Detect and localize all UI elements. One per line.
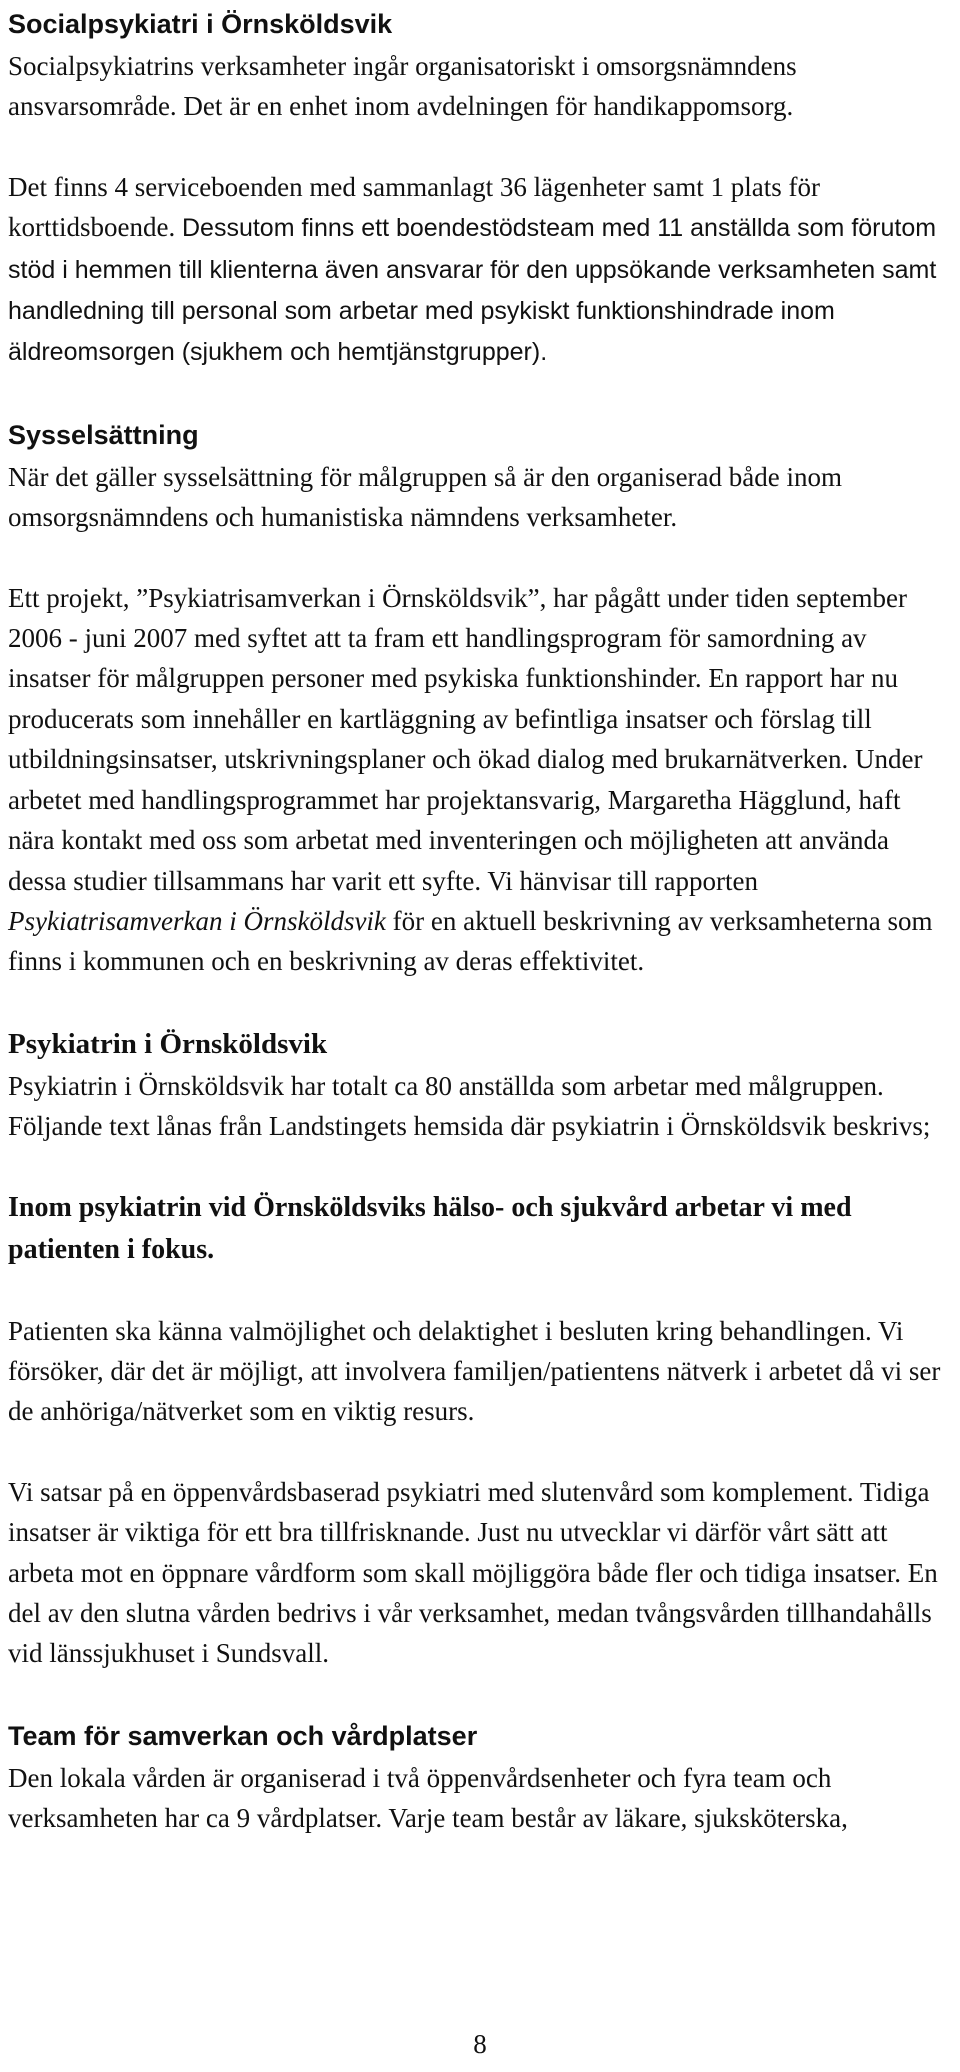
paragraph-sysselsattning-1: När det gäller sysselsättning för målgruppen så är den organiserad både inom omsorgsnämndens och humanistiska nämndens verksamheter. [8,461,842,533]
paragraph-gap [8,1674,952,1714]
paragraph-gap [8,982,952,1022]
paragraph-sysselsattning-2-before: Ett projekt, ”Psykiatrisamverkan i Örnsköldsvik”, har pågått under tiden september 2006 - juni 2007 med syftet att ta fram ett handlingsprogram för samordning av insatser för målgruppen personer med psykiska funktionshinder. En rapport har nu producerats som innehåller en kartläggning av befintliga insatser och förslag till utbildningsinsatser, utskrivningsplaner och ökad dialog med brukarnätverken. Under arbetet med handlingsprogrammet har projektansvarig, Margaretha Hägglund, haft nära kontakt med oss som arbetat med inventeringen och möjligheten att använda dessa studier tillsammans har varit ett syfte. Vi hänvisar till rapporten [8,582,923,896]
paragraph-psykiatrin-bold: Inom psykiatrin vid Örnsköldsviks hälso- och sjukvård arbetar vi med patienten i fokus. [8,1191,852,1265]
paragraph-psykiatrin-2: Patienten ska känna valmöjlighet och delaktighet i besluten kring behandlingen. Vi försöker, där det är möjligt, att involvera familjen/patientens nätverk i arbetet då vi ser de anhöriga/nätverket som en viktig resurs. [8,1315,941,1427]
paragraph-gap [8,127,952,167]
heading-psykiatrin: Psykiatrin i Örnsköldsvik [8,1027,328,1060]
page-number: 8 [473,2029,487,2059]
document-content [8,2,952,1839]
paragraph-psykiatrin-3: Vi satsar på en öppenvårdsbaserad psykiatri med slutenvård som komplement. Tidiga insatser är viktiga för ett bra tillfrisknande. Just nu utvecklar vi därför vårt sätt att arbeta mot en öppnare vårdform som skall möjliggöra både fler och tidiga insatser. En del av den slutna vården bedrivs i vår verksamhet, medan tvångsvården tillhandahålls vid länssjukhuset i Sundsvall. [8,1476,938,1669]
paragraph-gap [8,1271,952,1311]
paragraph-socialpsykiatri-1: Socialpsykiatrins verksamheter ingår organisatoriskt i omsorgsnämndens ansvarsområde. Det är en enhet inom avdelningen för handikappomsorg. [8,51,797,122]
paragraph-socialpsykiatri-2-part1: Det finns 4 serviceboenden med sammanlagt 36 lägenheter samt 1 plats för korttidsboende. [8,171,821,243]
paragraph-socialpsykiatri-2 [8,167,952,373]
heading-socialpsykiatri: Socialpsykiatri i Örnsköldsvik [8,9,393,39]
paragraph-gap [8,1432,952,1472]
paragraph-gap [8,1147,952,1187]
paragraph-sysselsattning-2 [8,578,952,982]
paragraph-sysselsattning-2-after: för en aktuell beskrivning av verksamheterna som finns i kommunen och en beskrivning av deras effektivitet. [8,905,933,977]
report-title-italic: Psykiatrisamverkan i Örnsköldsvik [8,905,386,936]
paragraph-gap [8,538,952,578]
paragraph-socialpsykiatri-2-part2: Dessutom finns ett boendestödsteam med 11 anställda som förutom stöd i hemmen till klienterna även ansvarar för den uppsökande verksamheten samt handledning till personal som arbetar med psykiskt funktionshindrade inom äldreomsorgen (sjukhem och hemtjänstgrupper). [8,214,937,367]
heading-sysselsattning: Sysselsättning [8,419,199,450]
paragraph-psykiatrin-1: Psykiatrin i Örnsköldsvik har totalt ca 80 anställda som arbetar med målgruppen. Följande text lånas från Landstingets hemsida där psykiatrin i Örnsköldsvik beskrivs; [8,1070,931,1142]
paragraph-gap [8,373,952,413]
paragraph-team-1: Den lokala vården är organiserad i två öppenvårdsenheter och fyra team och verksamheten har ca 9 vårdplatser. Varje team består av läkare, sjuksköterska, [8,1762,848,1834]
heading-team: Team för samverkan och vårdplatser [8,1720,478,1751]
